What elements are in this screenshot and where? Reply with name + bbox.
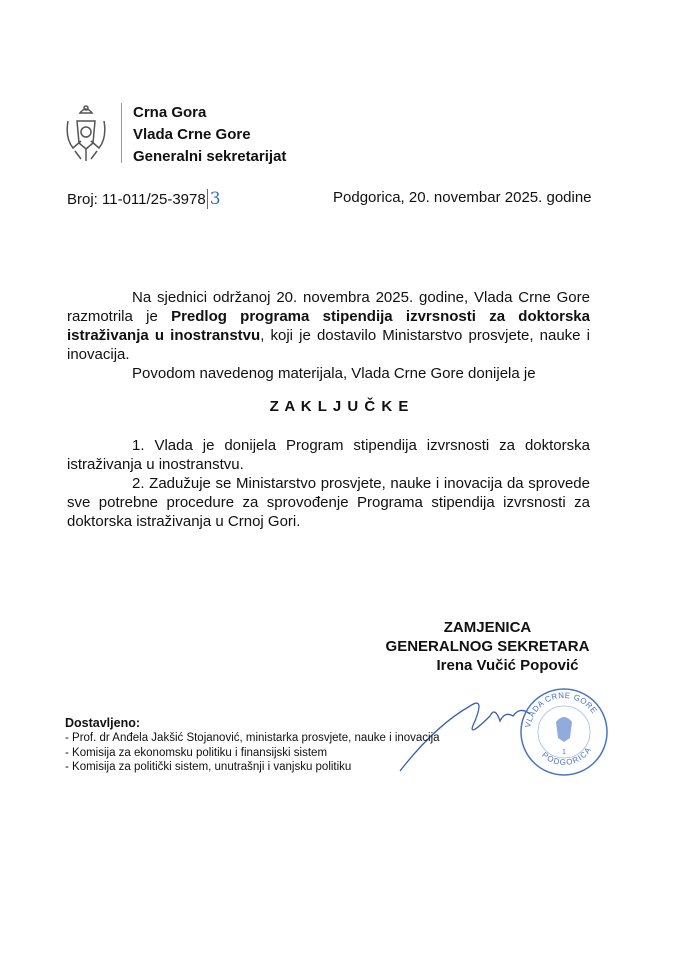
intro-text: Na sjednici održanoj 20. novembra 2025. godine, Vlada Crne Gore razmotrila je [67, 289, 590, 325]
coat-of-arms-icon [63, 103, 109, 163]
distribution-item: - Komisija za politički sistem, unutrašnji i vanjsku politiku [65, 761, 352, 773]
header-country: Crna Gora [133, 104, 207, 121]
stamp-top-text: VLADA CRNE GORE [523, 690, 599, 729]
distribution-item: - Komisija za ekonomsku politiku i finansijski sistem [65, 747, 328, 759]
stamp-number: 1 [562, 749, 566, 756]
official-stamp [518, 686, 610, 778]
header-government: Vlada Crne Gore [133, 126, 251, 143]
header-divider [121, 103, 122, 163]
stamp-emblem-icon [556, 717, 572, 742]
signature-title-1: ZAMJENICA [443, 619, 532, 636]
conclusions-list [67, 436, 590, 531]
intro-material-title: Predlog programa stipendija izvrsnosti za doktorska istraživanja u inostranstvu [67, 308, 590, 344]
distribution-label: Dostavljeno: [65, 716, 141, 730]
conclusion-item: 1. Vlada je donijela Program stipendija izvrsnosti za doktorska istraživanja u inostranstvu. [67, 437, 590, 473]
reference-number-text: Broj: 11-011/25-3978 [67, 191, 206, 208]
svg-text:PODGORICA [540, 745, 593, 767]
signature-title-2: GENERALNOG SEKRETARA [385, 638, 590, 655]
place-date: Podgorica, 20. novembar 2025. godine [333, 189, 592, 206]
signature-name: Irena Vučić Popović [436, 657, 579, 674]
intro-paragraph-2: Povodom navedenog materijala, Vlada Crne Gore donijela je [132, 365, 536, 382]
intro [67, 288, 590, 383]
conclusions-title: Z A K L J U Č K E [269, 398, 410, 415]
conclusion-item: 2. Zadužuje se Ministarstvo prosvjete, nauke i inovacija da sprovede sve potrebne procedure za sprovođenje Programa stipendija izvrsnosti za doktorska istraživanja u Crnoj Gori. [67, 475, 590, 530]
stamp-bottom-text: PODGORICA [540, 744, 594, 767]
intro-paragraph [67, 288, 590, 364]
header-office: Generalni sekretarijat [133, 148, 287, 165]
distribution-item: - Prof. dr Anđela Jakšić Stojanović, ministarka prosvjete, nauke i inovacija [65, 732, 440, 744]
intro-text-end: , koji je dostavilo Ministarstvo prosvjete, nauke i inovacija. [67, 327, 590, 363]
reference-number [67, 189, 221, 209]
handwritten-suffix: 3 [207, 189, 221, 209]
